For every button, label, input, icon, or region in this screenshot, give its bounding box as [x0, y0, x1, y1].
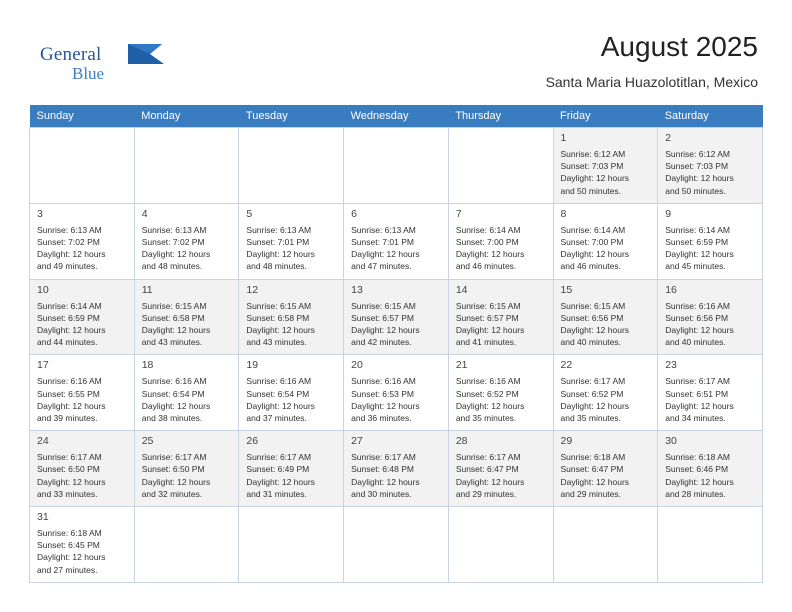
sunrise-text: Sunrise: 6:16 AM	[37, 376, 102, 387]
sunrise-text: Sunrise: 6:17 AM	[455, 452, 521, 463]
generalblue-logo	[40, 36, 170, 88]
daylight-text-line2: and 50 minutes.	[665, 185, 726, 196]
sunrise-text: Sunrise: 6:13 AM	[246, 224, 312, 235]
day-number: 19	[246, 359, 259, 372]
day-number: 8	[560, 207, 567, 220]
daylight-text-line1: Daylight: 12 hours	[246, 400, 315, 411]
day-number: 20	[351, 359, 363, 372]
day-number: 29	[560, 435, 573, 448]
daylight-text-line2: and 30 minutes.	[351, 488, 412, 499]
daylight-text-line2: and 29 minutes.	[455, 488, 517, 499]
calendar-day-cell[interactable]	[658, 355, 763, 431]
daylight-text-line1: Daylight: 12 hours	[665, 325, 734, 336]
sunrise-text: Sunrise: 6:14 AM	[665, 224, 730, 235]
daylight-text-line2: and 46 minutes.	[560, 261, 621, 272]
daylight-text-line2: and 43 minutes.	[141, 337, 203, 348]
daylight-text-line2: and 31 minutes.	[246, 488, 307, 499]
daylight-text-line2: and 46 minutes.	[455, 261, 517, 272]
day-number: 16	[665, 283, 677, 296]
title-block	[546, 30, 758, 91]
sunset-text: Sunset: 6:53 PM	[351, 388, 414, 399]
weekday-tuesday: Tuesday	[239, 105, 344, 128]
sunset-text: Sunset: 7:03 PM	[665, 161, 729, 172]
calendar-cell-empty	[239, 507, 344, 583]
daylight-text-line1: Daylight: 12 hours	[665, 400, 734, 411]
calendar-day-cell[interactable]	[30, 355, 135, 431]
sunset-text: Sunset: 6:52 PM	[455, 388, 519, 399]
sunset-text: Sunset: 6:58 PM	[141, 312, 205, 323]
calendar-day-cell[interactable]	[448, 431, 553, 507]
daylight-text-line2: and 42 minutes.	[351, 337, 412, 348]
daylight-text-line1: Daylight: 12 hours	[37, 552, 106, 563]
sunrise-text: Sunrise: 6:15 AM	[455, 300, 521, 311]
sunrise-text: Sunrise: 6:13 AM	[37, 224, 102, 235]
daylight-text-line1: Daylight: 12 hours	[351, 325, 420, 336]
sunset-text: Sunset: 6:51 PM	[665, 388, 729, 399]
calendar-day-cell[interactable]	[344, 355, 449, 431]
sunrise-text: Sunrise: 6:17 AM	[665, 376, 730, 387]
sunrise-text: Sunrise: 6:17 AM	[351, 452, 416, 463]
sunrise-text: Sunrise: 6:17 AM	[560, 376, 626, 387]
weekday-wednesday: Wednesday	[344, 105, 449, 128]
sunrise-text: Sunrise: 6:16 AM	[246, 376, 312, 387]
sunset-text: Sunset: 6:54 PM	[246, 388, 310, 399]
daylight-text-line2: and 43 minutes.	[246, 337, 307, 348]
sunrise-text: Sunrise: 6:14 AM	[37, 300, 102, 311]
daylight-text-line1: Daylight: 12 hours	[351, 400, 420, 411]
calendar-day-cell[interactable]	[448, 203, 553, 279]
sunset-text: Sunset: 6:54 PM	[141, 388, 205, 399]
daylight-text-line2: and 32 minutes.	[141, 488, 203, 499]
daylight-text-line1: Daylight: 12 hours	[37, 476, 106, 487]
calendar-cell-empty	[553, 507, 658, 583]
daylight-text-line2: and 44 minutes.	[37, 337, 98, 348]
sunset-text: Sunset: 6:49 PM	[246, 464, 310, 475]
day-number: 5	[246, 207, 253, 220]
calendar-cell-empty	[448, 128, 553, 204]
sunrise-text: Sunrise: 6:13 AM	[141, 224, 207, 235]
weekday-monday: Monday	[134, 105, 239, 128]
daylight-text-line2: and 40 minutes.	[560, 337, 621, 348]
daylight-text-line1: Daylight: 12 hours	[560, 476, 630, 487]
daylight-text-line1: Daylight: 12 hours	[455, 476, 525, 487]
sunset-text: Sunset: 6:48 PM	[351, 464, 414, 475]
sunrise-text: Sunrise: 6:17 AM	[37, 452, 102, 463]
flag-icon	[128, 42, 166, 66]
calendar-day-cell[interactable]	[553, 355, 658, 431]
calendar-day-cell[interactable]	[448, 355, 553, 431]
calendar-day-cell[interactable]	[239, 431, 344, 507]
day-number: 14	[455, 283, 468, 296]
daylight-text-line1: Daylight: 12 hours	[351, 476, 420, 487]
sunset-text: Sunset: 6:45 PM	[37, 540, 100, 551]
daylight-text-line1: Daylight: 12 hours	[37, 400, 106, 411]
calendar-day-cell[interactable]	[658, 128, 763, 204]
daylight-text-line2: and 38 minutes.	[141, 413, 203, 424]
sunset-text: Sunset: 7:03 PM	[560, 161, 624, 172]
sunset-text: Sunset: 6:52 PM	[560, 388, 624, 399]
sunset-text: Sunset: 7:00 PM	[455, 237, 519, 248]
logo-text-general: General	[40, 44, 102, 65]
calendar-week-row	[30, 128, 763, 204]
day-number: 17	[37, 359, 49, 372]
calendar-day-cell[interactable]	[448, 279, 553, 355]
daylight-text-line1: Daylight: 12 hours	[246, 325, 315, 336]
calendar-day-cell[interactable]	[30, 431, 135, 507]
daylight-text-line2: and 36 minutes.	[351, 413, 412, 424]
daylight-text-line1: Daylight: 12 hours	[560, 249, 630, 260]
daylight-text-line1: Daylight: 12 hours	[141, 476, 211, 487]
calendar-cell-empty	[30, 128, 135, 204]
calendar-cell-empty	[134, 507, 239, 583]
daylight-text-line2: and 27 minutes.	[37, 564, 98, 575]
sunset-text: Sunset: 6:57 PM	[455, 312, 519, 323]
daylight-text-line2: and 40 minutes.	[665, 337, 726, 348]
sunset-text: Sunset: 6:56 PM	[560, 312, 624, 323]
sunset-text: Sunset: 6:57 PM	[351, 312, 414, 323]
calendar-table	[29, 105, 763, 583]
day-number: 2	[665, 132, 672, 144]
calendar-day-cell[interactable]	[239, 203, 344, 279]
daylight-text-line1: Daylight: 12 hours	[141, 325, 211, 336]
daylight-text-line2: and 34 minutes.	[665, 413, 726, 424]
daylight-text-line1: Daylight: 12 hours	[560, 325, 630, 336]
day-number: 3	[37, 207, 43, 220]
sunset-text: Sunset: 6:56 PM	[665, 312, 729, 323]
daylight-text-line1: Daylight: 12 hours	[455, 400, 525, 411]
calendar-day-cell[interactable]	[30, 507, 135, 583]
calendar-day-cell[interactable]	[239, 355, 344, 431]
daylight-text-line2: and 48 minutes.	[246, 261, 307, 272]
calendar-cell-empty	[344, 507, 449, 583]
daylight-text-line2: and 33 minutes.	[37, 488, 98, 499]
day-number: 26	[246, 435, 259, 448]
sunrise-text: Sunrise: 6:17 AM	[141, 452, 207, 463]
sunset-text: Sunset: 6:50 PM	[37, 464, 100, 475]
calendar-day-cell[interactable]	[553, 203, 658, 279]
weekday-friday: Friday	[553, 105, 658, 128]
daylight-text-line2: and 49 minutes.	[37, 261, 98, 272]
sunset-text: Sunset: 7:01 PM	[351, 237, 414, 248]
daylight-text-line2: and 28 minutes.	[665, 488, 726, 499]
sunrise-text: Sunrise: 6:16 AM	[455, 376, 521, 387]
calendar-cell-empty	[448, 507, 553, 583]
sunset-text: Sunset: 7:02 PM	[37, 237, 100, 248]
weekday-saturday: Saturday	[658, 105, 763, 128]
sunset-text: Sunset: 6:59 PM	[665, 237, 729, 248]
sunrise-text: Sunrise: 6:16 AM	[351, 376, 416, 387]
daylight-text-line1: Daylight: 12 hours	[455, 325, 525, 336]
daylight-text-line1: Daylight: 12 hours	[37, 249, 106, 260]
calendar-week-row	[30, 279, 763, 355]
day-number: 28	[455, 435, 468, 448]
sunset-text: Sunset: 6:59 PM	[37, 312, 100, 323]
sunrise-text: Sunrise: 6:12 AM	[560, 149, 626, 159]
weekday-thursday: Thursday	[448, 105, 553, 128]
sunset-text: Sunset: 6:46 PM	[665, 464, 729, 475]
daylight-text-line2: and 39 minutes.	[37, 413, 98, 424]
sunrise-text: Sunrise: 6:15 AM	[246, 300, 312, 311]
day-number: 30	[665, 435, 677, 448]
day-number: 31	[37, 511, 49, 524]
calendar-day-cell[interactable]	[658, 203, 763, 279]
day-number: 23	[665, 359, 677, 372]
sunrise-text: Sunrise: 6:15 AM	[141, 300, 207, 311]
day-number: 22	[560, 359, 573, 372]
calendar-cell-empty	[239, 128, 344, 204]
calendar-week-row	[30, 355, 763, 431]
day-number: 21	[455, 359, 468, 372]
daylight-text-line2: and 37 minutes.	[246, 413, 307, 424]
calendar-cell-empty	[658, 507, 763, 583]
daylight-text-line1: Daylight: 12 hours	[665, 173, 734, 184]
daylight-text-line1: Daylight: 12 hours	[351, 249, 420, 260]
calendar-day-cell[interactable]	[134, 355, 239, 431]
calendar-day-cell[interactable]	[344, 279, 449, 355]
daylight-text-line2: and 45 minutes.	[665, 261, 726, 272]
daylight-text-line2: and 41 minutes.	[455, 337, 517, 348]
calendar-cell-empty	[344, 128, 449, 204]
daylight-text-line1: Daylight: 12 hours	[246, 249, 315, 260]
day-number: 6	[351, 207, 357, 220]
day-number: 15	[560, 283, 573, 296]
calendar-week-row	[30, 431, 763, 507]
daylight-text-line2: and 29 minutes.	[560, 488, 621, 499]
daylight-text-line1: Daylight: 12 hours	[141, 400, 211, 411]
sunrise-text: Sunrise: 6:16 AM	[665, 300, 730, 311]
calendar-day-cell[interactable]	[344, 431, 449, 507]
calendar-body	[30, 128, 763, 583]
sunrise-text: Sunrise: 6:17 AM	[246, 452, 312, 463]
sunset-text: Sunset: 6:58 PM	[246, 312, 310, 323]
sunrise-text: Sunrise: 6:18 AM	[37, 528, 102, 539]
sunset-text: Sunset: 6:47 PM	[560, 464, 624, 475]
page-title: August 2025	[600, 31, 758, 62]
daylight-text-line2: and 47 minutes.	[351, 261, 412, 272]
day-number: 4	[141, 207, 148, 220]
sunset-text: Sunset: 7:00 PM	[560, 237, 624, 248]
sunset-text: Sunset: 7:01 PM	[246, 237, 310, 248]
day-number: 27	[351, 435, 363, 448]
sunrise-text: Sunrise: 6:18 AM	[665, 452, 730, 463]
daylight-text-line1: Daylight: 12 hours	[141, 249, 211, 260]
day-number: 18	[141, 359, 154, 372]
weekday-sunday: Sunday	[30, 105, 135, 128]
calendar-day-cell[interactable]	[239, 279, 344, 355]
sunrise-text: Sunrise: 6:14 AM	[560, 224, 626, 235]
calendar-day-cell[interactable]	[134, 431, 239, 507]
daylight-text-line1: Daylight: 12 hours	[665, 476, 734, 487]
day-number: 9	[665, 207, 672, 220]
daylight-text-line1: Daylight: 12 hours	[560, 173, 630, 184]
day-number: 24	[37, 435, 49, 448]
logo-text-blue: Blue	[72, 64, 105, 83]
calendar-day-cell[interactable]	[30, 279, 135, 355]
calendar-day-cell[interactable]	[134, 203, 239, 279]
sunrise-text: Sunrise: 6:14 AM	[455, 224, 521, 235]
day-number: 25	[141, 435, 154, 448]
calendar-day-cell[interactable]	[658, 431, 763, 507]
calendar-week-row	[30, 203, 763, 279]
day-number: 13	[351, 283, 363, 296]
calendar-cell-empty	[134, 128, 239, 204]
daylight-text-line2: and 35 minutes.	[455, 413, 517, 424]
daylight-text-line1: Daylight: 12 hours	[560, 400, 630, 411]
daylight-text-line1: Daylight: 12 hours	[37, 325, 106, 336]
sunset-text: Sunset: 7:02 PM	[141, 237, 205, 248]
daylight-text-line1: Daylight: 12 hours	[246, 476, 315, 487]
daylight-text-line2: and 35 minutes.	[560, 413, 621, 424]
day-number: 11	[141, 283, 153, 296]
page-header	[30, 26, 762, 100]
weekday-header-row	[30, 105, 763, 128]
calendar-day-cell[interactable]	[30, 203, 135, 279]
sunrise-text: Sunrise: 6:15 AM	[560, 300, 626, 311]
sunrise-text: Sunrise: 6:12 AM	[665, 149, 730, 159]
daylight-text-line2: and 50 minutes.	[560, 185, 621, 196]
calendar-day-cell[interactable]	[134, 279, 239, 355]
sunrise-text: Sunrise: 6:15 AM	[351, 300, 416, 311]
sunset-text: Sunset: 6:55 PM	[37, 388, 100, 399]
calendar-day-cell[interactable]	[553, 128, 658, 204]
sunrise-text: Sunrise: 6:18 AM	[560, 452, 626, 463]
sunrise-text: Sunrise: 6:13 AM	[351, 224, 416, 235]
calendar-day-cell[interactable]	[553, 279, 658, 355]
calendar-week-row	[30, 507, 763, 583]
location-subtitle: Santa Maria Huazolotitlan, Mexico	[545, 74, 758, 90]
sunset-text: Sunset: 6:50 PM	[141, 464, 205, 475]
daylight-text-line2: and 48 minutes.	[141, 261, 203, 272]
daylight-text-line1: Daylight: 12 hours	[665, 249, 734, 260]
day-number: 7	[455, 207, 462, 220]
calendar-day-cell[interactable]	[553, 431, 658, 507]
day-number: 1	[560, 132, 567, 144]
day-number: 10	[37, 283, 49, 296]
sunrise-text: Sunrise: 6:16 AM	[141, 376, 207, 387]
daylight-text-line1: Daylight: 12 hours	[455, 249, 525, 260]
calendar-day-cell[interactable]	[658, 279, 763, 355]
sunset-text: Sunset: 6:47 PM	[455, 464, 519, 475]
day-number: 12	[246, 283, 259, 296]
calendar-day-cell[interactable]	[344, 203, 449, 279]
